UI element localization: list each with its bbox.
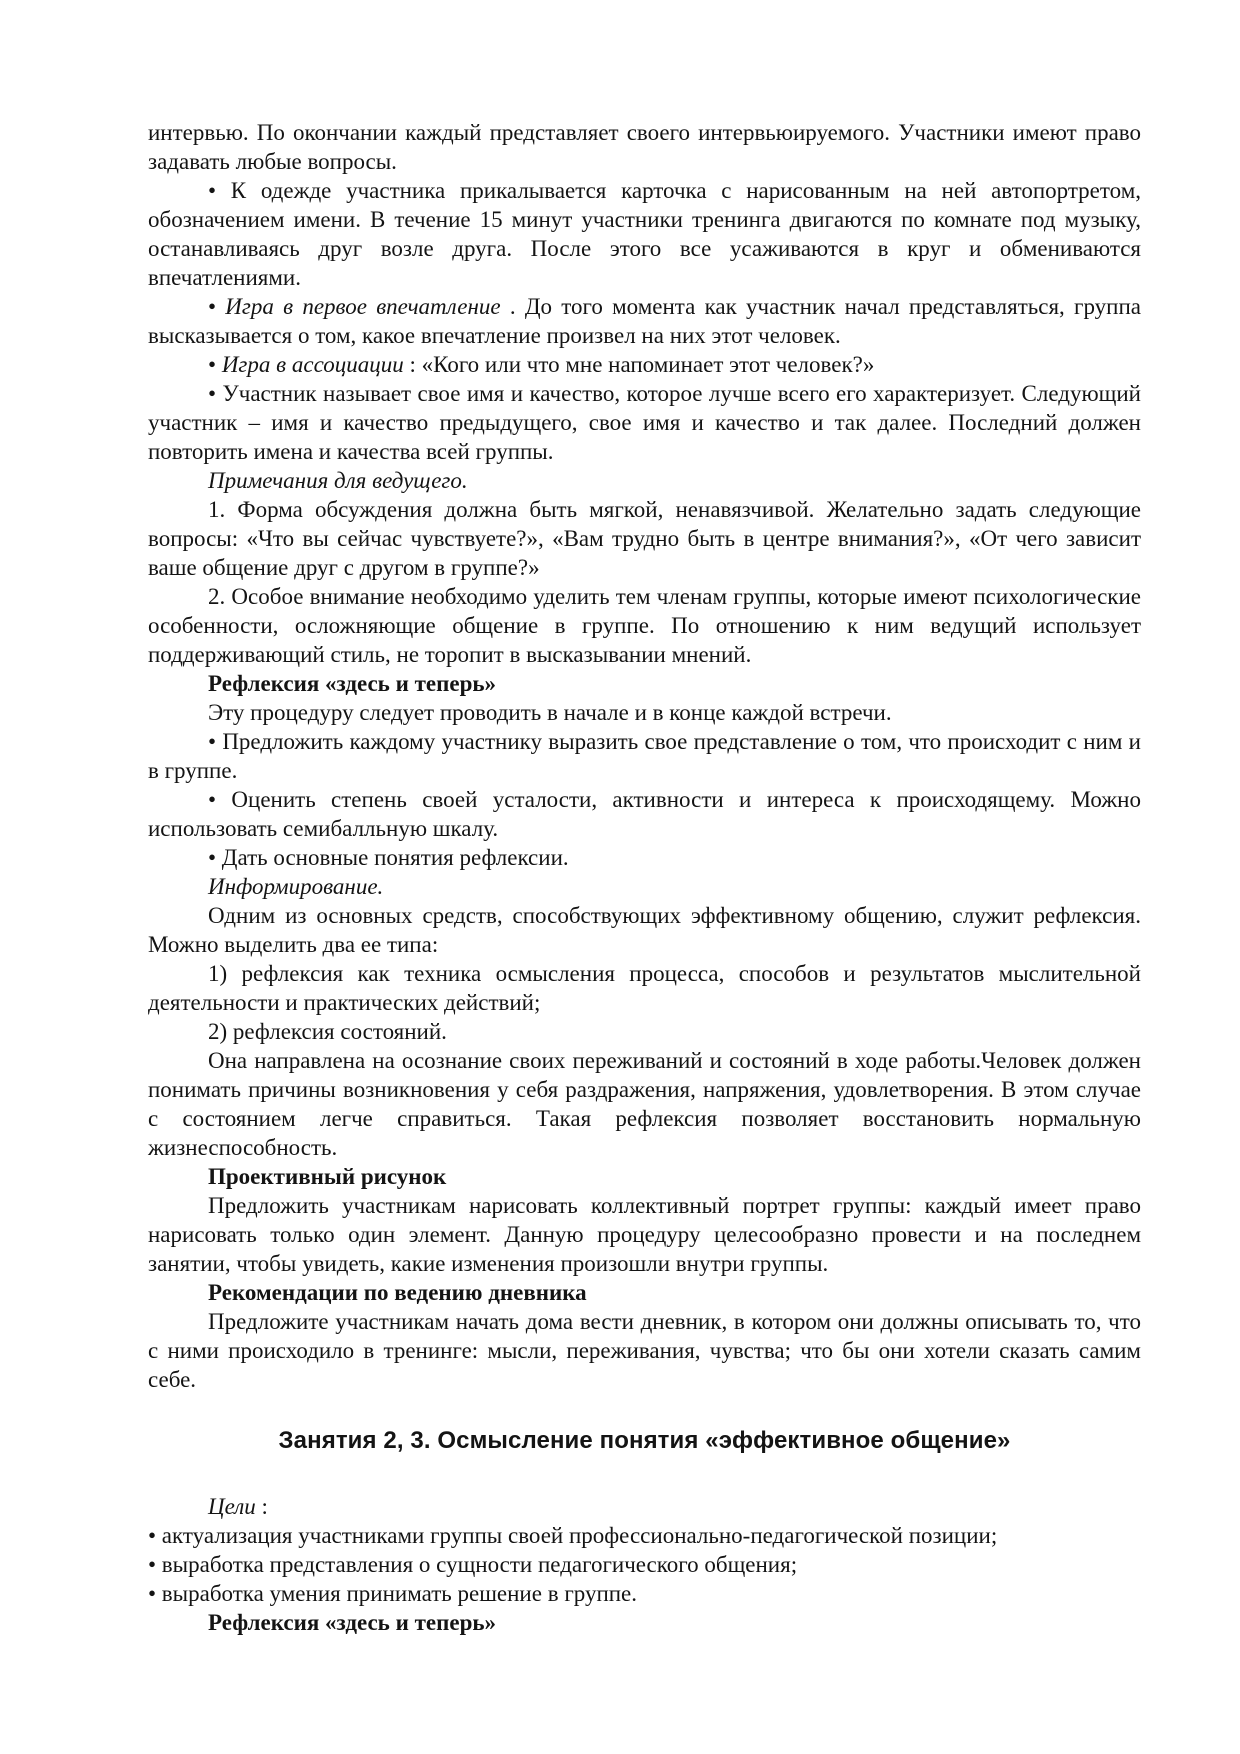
paragraph-text: : «Кого или что мне напоминает этот человек?» [403, 352, 875, 377]
paragraph-type-1: 1) рефлексия как техника осмысления процесса, способов и результатов мыслительной деятельности и практических действий; [148, 961, 1141, 1015]
paragraph-note-2: 2. Особое внимание необходимо уделить тем членам группы, которые имеют психологические особенности, осложняющие общение в группе. По отношению к ним ведущий использует поддерживающий стиль, не торопит в высказывании мнений. [148, 584, 1141, 667]
paragraph-type-2: 2) рефлексия состояний. [208, 1019, 447, 1044]
paragraph-reflection-types: Одним из основных средств, способствующих эффективному общению, служит рефлексия. Можно выделить два ее типа: [148, 903, 1141, 957]
paragraph-note-1: 1. Форма обсуждения должна быть мягкой, ненавязчивой. Желательно задать следующие вопросы: «Что вы сейчас чувствуете?», «Вам трудно быть в центре внимания?», «От чего зависит ваше общение друг с другом в группе?» [148, 497, 1141, 580]
bullet-marker: • [208, 352, 222, 377]
paragraph-notes-label [148, 466, 1141, 495]
game-name-first-impression: Игра в первое впечатление [225, 294, 501, 319]
paragraph-states: Она направлена на осознание своих переживаний и состояний в ходе работы.Человек должен понимать причины возникновения у себя раздражения, напряжения, удовлетворения. В этом случае с состоянием легче справиться. Такая рефлексия позволяет восстановить нормальную жизнеспособность. [148, 1048, 1141, 1160]
goals-label-line [148, 1492, 1141, 1521]
notes-label: Примечания для ведущего. [208, 468, 468, 493]
subheading-reflection: Рефлексия «здесь и теперь» [208, 671, 497, 696]
goal-item: • выработка умения принимать решение в группе. [148, 1581, 638, 1606]
paragraph-procedure: Эту процедуру следует проводить в начале и в конце каждой встречи. [208, 700, 892, 725]
paragraph-card-exercise: • К одежде участника прикалывается карточка с нарисованным на ней автопортретом, обозначением имени. В течение 15 минут участники тренинга двигаются по комнате под музыку, останавливаясь друг возле друга. После этого все усаживаются в круг и обмениваются впечатлениями. [148, 178, 1141, 290]
paragraph-name-quality: • Участник называет свое имя и качество, которое лучше всего его характеризует. Следующий участник – имя и качество предыдущего, свое имя и качество и так далее. Последний должен повторить имена и качества всей группы. [148, 381, 1141, 464]
informing-label: Информирование. [208, 874, 384, 899]
goals-label: Цели [208, 1494, 256, 1519]
paragraph-first-impression [148, 292, 1141, 350]
goal-item: • актуализация участниками группы своей профессионально-педагогической позиции; [148, 1523, 998, 1548]
subheading-diary: Рекомендации по ведению дневника [208, 1280, 587, 1305]
paragraph-projective-drawing: Предложить участникам нарисовать коллективный портрет группы: каждый имеет право нарисовать только один элемент. Данную процедуру целесообразно провести и на последнем занятии, чтобы увидеть, какие изменения произошли внутри группы. [148, 1193, 1141, 1276]
goals-block [148, 1492, 1141, 1637]
subheading-projective-drawing: Проективный рисунок [208, 1164, 447, 1189]
bullet-marker: • [208, 294, 226, 319]
goal-item: • выработка представления о сущности педагогического общения; [148, 1552, 798, 1577]
paragraph-reflection-item-3: • Дать основные понятия рефлексии. [208, 845, 569, 870]
section-title: Занятия 2, 3. Осмысление понятия «эффективное общение» [278, 1427, 1011, 1454]
paragraph-interview-continuation: интервью. По окончании каждый представляет своего интервьюируемого. Участники имеют право задавать любые вопросы. [148, 120, 1141, 174]
goals-label-suffix: : [255, 1494, 268, 1519]
paragraph-text: . До того момента как участник начал представляться, группа высказывается о том, какое впечатление произвел на них этот человек. [148, 294, 1141, 348]
paragraph-informing-label [148, 872, 1141, 901]
game-name-associations: Игра в ассоциации [221, 352, 404, 377]
paragraph-reflection-item-1: • Предложить каждому участнику выразить свое представление о том, что происходит с ним и в группе. [148, 729, 1141, 783]
paragraph-diary: Предложите участникам начать дома вести дневник, в котором они должны описывать то, что с ними происходило в тренинге: мысли, переживания, чувства; что бы они хотели сказать самим себе. [148, 1309, 1141, 1392]
subheading-reflection-2: Рефлексия «здесь и теперь» [208, 1610, 497, 1635]
paragraph-reflection-item-2: • Оценить степень своей усталости, активности и интереса к происходящему. Можно использовать семибалльную шкалу. [148, 787, 1141, 841]
paragraph-associations [148, 350, 1141, 379]
